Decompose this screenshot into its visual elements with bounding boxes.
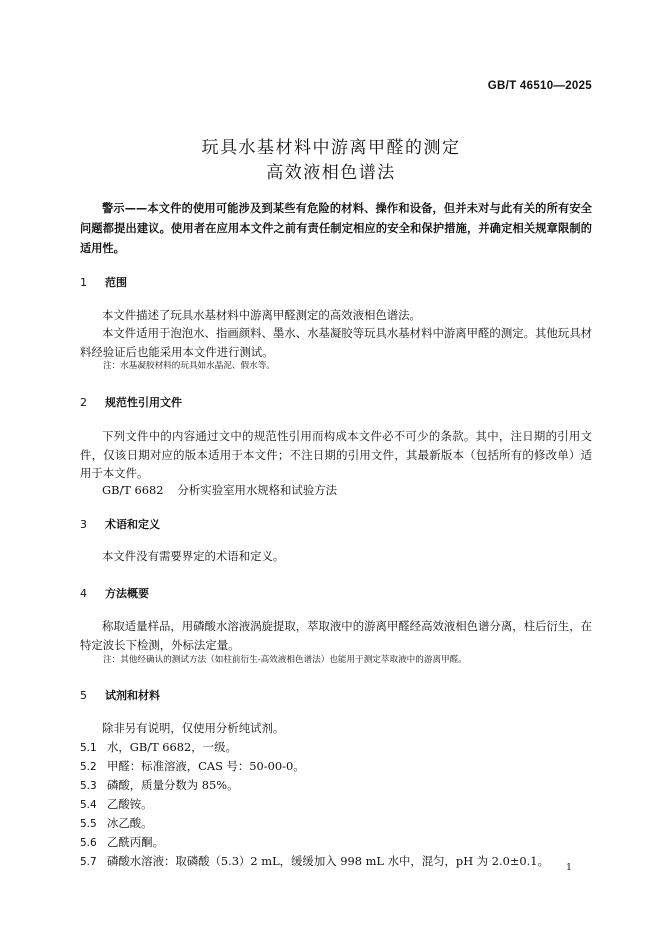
item-number: 5.7 (80, 856, 97, 868)
section-title: 方法概要 (105, 587, 149, 600)
list-item (80, 834, 164, 850)
item-text: 乙酸铵。 (107, 797, 153, 811)
warning-paragraph: 警示——本文件的使用可能涉及到某些有危险的材料、操作和设备，但并未对与此有关的所有安全问题都提出建议。使用者在应用本文件之前有责任制定相应的安全和保护措施，并确定相关规章限制的适用性。 (80, 202, 592, 255)
item-number: 5.6 (80, 837, 97, 849)
item-number: 5.5 (80, 818, 97, 830)
item-number: 5.3 (80, 780, 97, 792)
section-1-paragraph-2: 本文件适用于泡泡水、指画颜料、墨水、水基凝胶等玩具水基材料中游离甲醛的测定。其他玩具材料经验证后也能采用本文件进行测试。 (80, 326, 592, 359)
section-number: 2 (80, 396, 87, 409)
document-title-line1: 玩具水基材料中游离甲醛的测定 (201, 138, 461, 158)
section-number: 1 (80, 276, 87, 289)
list-item (80, 796, 153, 812)
section-number: 3 (80, 518, 87, 531)
item-text: 磷酸水溶液：取磷酸（5.3）2 mL，缓缓加入 998 mL 水中，混匀，pH 为 2.0±0.1。 (107, 854, 549, 868)
reference-code: GB/T 6682 (102, 483, 164, 497)
page-number: 1 (565, 862, 572, 873)
section-title: 试剂和材料 (105, 689, 160, 702)
section-5-paragraph-1: 除非另有说明，仅使用分析纯试剂。 (102, 721, 285, 735)
list-item (80, 853, 549, 869)
section-4-paragraph-1: 称取适量样品，用磷酸水溶液涡旋提取，萃取液中的游离甲醛经高效液相色谱分离，柱后衍生，在特定波长下检测，外标法定量。 (80, 619, 592, 652)
section-4-note: 注：其他经确认的测试方法（如柱前衍生-高效液相色谱法）也能用于测定萃取液中的游离甲醛。 (103, 655, 467, 665)
list-item (80, 739, 237, 755)
item-number: 5.1 (80, 742, 97, 754)
section-4-heading (80, 585, 149, 601)
list-item (80, 815, 153, 831)
section-title: 术语和定义 (105, 518, 160, 531)
standard-number: GB/T 46510—2025 (487, 80, 592, 92)
section-2-heading (80, 394, 182, 410)
item-text: 乙酰丙酮。 (107, 835, 164, 849)
section-1-note: 注：水基凝胶材料的玩具如水晶泥、假水等。 (103, 361, 275, 371)
reference-title: 分析实验室用水规格和试验方法 (177, 483, 337, 497)
item-number: 5.4 (80, 799, 97, 811)
item-text: 水，GB/T 6682，一级。 (107, 740, 237, 754)
section-1-paragraph-1: 本文件描述了玩具水基材料中游离甲醛测定的高效液相色谱法。 (102, 308, 421, 322)
list-item (80, 758, 305, 774)
section-number: 4 (80, 587, 87, 600)
section-title: 规范性引用文件 (105, 396, 182, 409)
section-3-heading (80, 516, 160, 532)
section-1-heading (80, 274, 127, 290)
section-title: 范围 (105, 276, 127, 289)
normative-reference (102, 482, 337, 498)
section-2-paragraph-1: 下列文件中的内容通过文中的规范性引用而构成本文件必不可少的条款。其中，注日期的引用文件，仅该日期对应的版本适用于本文件；不注日期的引用文件，其最新版本（包括所有的修改单）适用于本文件。 (80, 429, 592, 480)
item-text: 磷酸，质量分数为 85%。 (107, 778, 239, 792)
list-item (80, 777, 238, 793)
item-text: 甲醛：标准溶液，CAS 号：50-00-0。 (107, 759, 305, 773)
document-title-line2: 高效液相色谱法 (266, 163, 396, 183)
item-text: 冰乙酸。 (107, 816, 153, 830)
section-number: 5 (80, 689, 87, 702)
section-5-heading (80, 687, 160, 703)
item-number: 5.2 (80, 761, 97, 773)
section-3-paragraph-1: 本文件没有需要界定的术语和定义。 (102, 549, 285, 563)
